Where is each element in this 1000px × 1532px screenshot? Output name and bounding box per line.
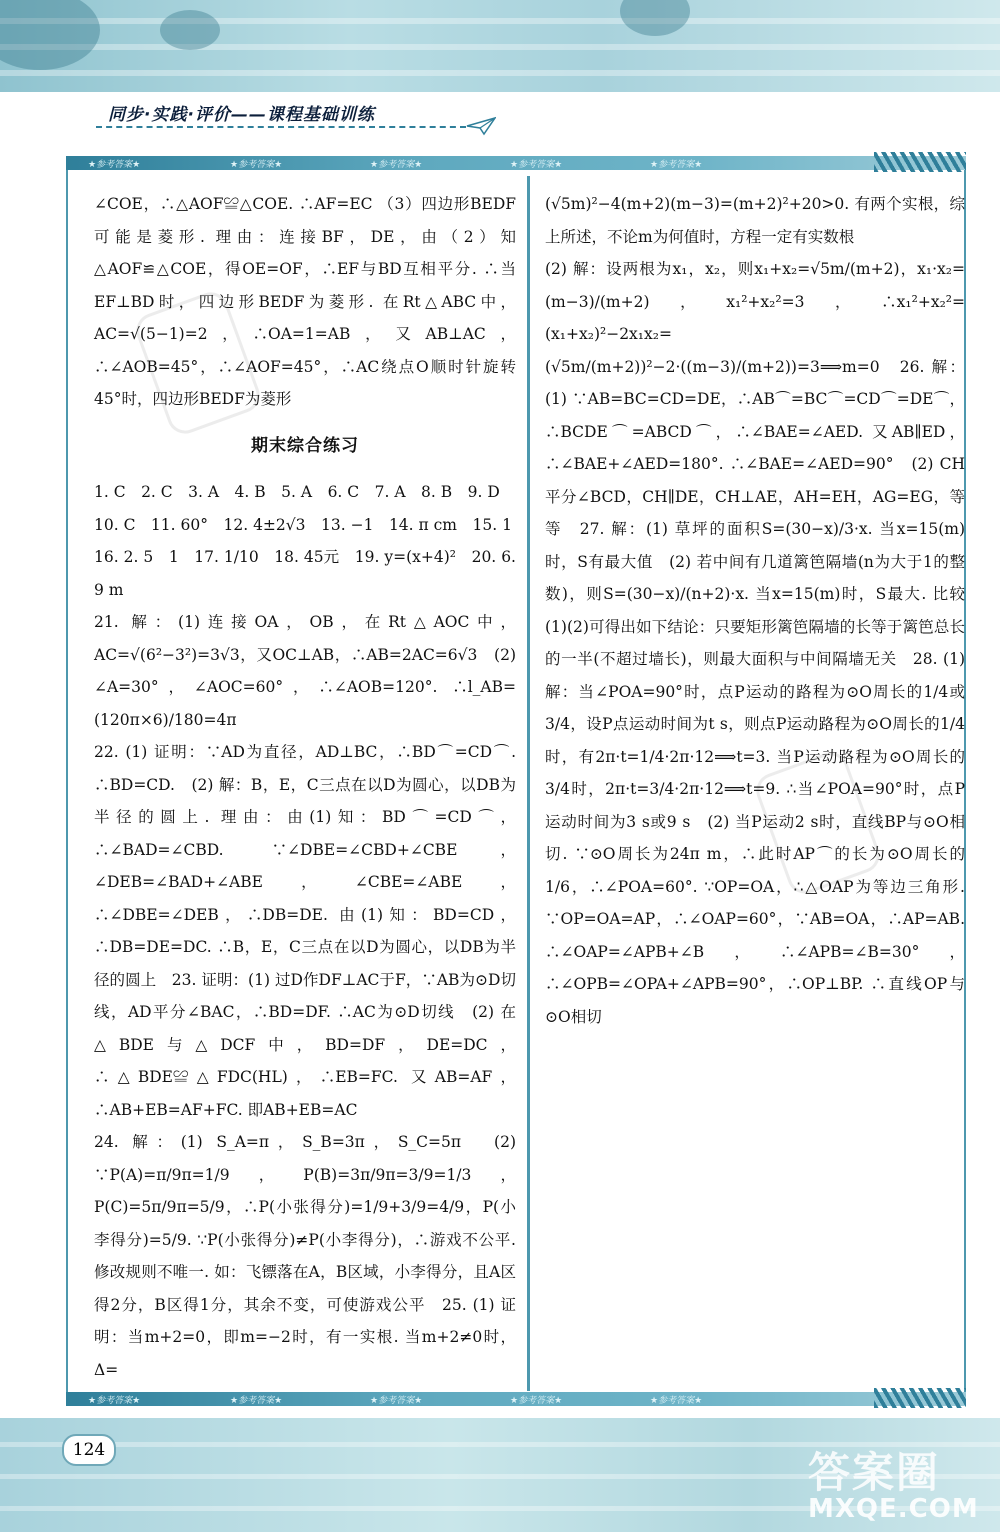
answer-paragraph: 22. (1) 证明：∵AD为直径，AD⊥BC，∴BD⌒=CD⌒. ∴BD=CD. (2) 解：B，E，C三点在以D为圆心，以DB为半径的圆上. 理由：由(1)知：BD⌒=CD⌒，∴∠BAD=∠CBD. ∵∠DBE=∠CBD+∠CBE，∠DEB=∠BAD+∠ABE，∠CBE=∠ABE，∴∠DBE=∠DEB，∴DB=DE. 由(1)知：BD=CD，∴DB=DE=DC. ∴B，E，C三点在以D为圆心，以DB为半径的圆上 23. 证明：(1) 过D作DF⊥AC于F，∵AB为⊙D切线，AD平分∠BAC，∴BD=DF. ∴AC为⊙D切线 (2) 在△BDE与△DCF中，BD=DF，DE=DC，∴△BDE≌△FDC(HL)，∴EB=FC. 又AB=AF，∴AB+EB=AF+FC. 即AB+EB=AC: [94, 743, 516, 1119]
header-title: 同步·实践·评价——课程基础训练: [108, 105, 375, 125]
answer-paragraph: 24. 解：(1) S_A=π，S_B=3π，S_C=5π (2) ∵P(A)=π/9π=1/9，P(B)=3π/9π=3/9=1/3，P(C)=5π/9π=5/9，∴P(小张得分)=1/9+3/9=4/9，P(小李得分)=5/9. ∵P(小张得分)≠P(小李得分)，∴游戏不公平. 修改规则不唯一. 如：飞镖落在A，B区域，小李得分，且A区得2分，B区得1分，其余不变，可使游戏公平 25. (1) 证明：当m+2=0，即m=−2时，有一实根. 当m+2≠0时，Δ=: [94, 1133, 516, 1379]
paper-plane-icon: [466, 116, 496, 136]
right-column: [545, 188, 965, 1033]
frame-tag: ★参考答案★: [230, 1396, 283, 1406]
column-divider: [527, 176, 530, 1391]
watermark-logo-text: 答案圈: [808, 1448, 941, 1497]
answer-paragraph: 21. 解：(1)连接OA，OB，在Rt△AOC中，AC=√(6²−3²)=3√3，又OC⊥AB，∴AB=2AC=6√3 (2) ∠A=30°，∠AOC=60°，∴∠AOB=120°. ∴l_AB=(120π×6)/180=4π: [94, 613, 516, 729]
header-rule: [96, 126, 466, 128]
page-number: 124: [62, 1434, 116, 1466]
frame-tag: ★参考答案★: [88, 160, 141, 170]
frame-bottom-bar: [66, 1392, 966, 1406]
frame-tag: ★参考答案★: [510, 1396, 563, 1406]
frame-tag: ★参考答案★: [88, 1396, 141, 1406]
frame-top-bar: [66, 156, 966, 170]
answer-line: 10. C 11. 60° 12. 4±2√3 13. −1 14. π cm 15. 1: [94, 515, 512, 534]
frame-tag: ★参考答案★: [370, 1396, 423, 1406]
watermark-url: MXQE.COM: [808, 1494, 979, 1524]
frame-tag: ★参考答案★: [650, 1396, 703, 1406]
frame-tag: ★参考答案★: [370, 160, 423, 170]
frame-tag: ★参考答案★: [650, 160, 703, 170]
frame-tag: ★参考答案★: [230, 160, 283, 170]
answer-line: 16. 2. 5 1 17. 1/10 18. 45元 19. y=(x+4)² 20. 6. 9 m: [94, 548, 516, 599]
frame-hatch: [874, 1388, 966, 1408]
answer-paragraph: (2) 解：设两根为x₁，x₂，则x₁+x₂=√5m/(m+2)，x₁·x₂=(m−3)/(m+2)，x₁²+x₂²=3，∴x₁²+x₂²=(x₁+x₂)²−2x₁x₂=(√5m/(m+2))²−2·((m−3)/(m+2))=3⟹m=0 26. 解：(1) ∵AB=BC=CD=DE，∴AB⌒=BC⌒=CD⌒=DE⌒，∴BCDE⌒=ABCD⌒，∴∠BAE=∠AED. 又AB∥ED，∴∠BAE+∠AED=180°. ∴∠BAE=∠AED=90° (2) CH平分∠BCD，CH∥DE，CH⊥AE，AH=EH，AG=EG，等等 27. 解：(1) 草坪的面积S=(30−x)/3·x. 当x=15(m)时，S有最大值 (2) 若中间有几道篱笆隔墙(n为大于1的整数)，则S=(30−x)/(n+2)·x. 当x=15(m)时，S最大. 比较(1)(2)可得出如下结论：只要矩形篱笆隔墙的长等于篱笆总长的一半(不超过墙长)，则最大面积与中间隔墙无关 28. (1) 解：当∠POA=90°时，点P运动的路程为⊙O周长的1/4或3/4，设P点运动时间为t s，则点P运动路程为⊙O周长的1/4时，有2π·t=1/4·2π·12⟹t=3. 当P运动路程为⊙O周长的3/4时，2π·t=3/4·2π·12⟹t=9. ∴当∠POA=90°时，点P运动时间为3 s或9 s (2) 当P运动2 s时，直线BP与⊙O相切. ∵⊙O周长为24π m，∴此时AP⌒的长为⊙O周长的1/6，∴∠POA=60°. ∵OP=OA，∴△OAP为等边三角形. ∵OP=OA=AP，∴∠OAP=60°，∵AB=OA，∴AP=AB. ∴∠OAP=∠APB+∠B，∴∠APB=∠B=30°，∴∠OPB=∠OPA+∠APB=90°，∴OP⊥BP. ∴直线OP与⊙O相切: [545, 260, 965, 1026]
answer-line: 1. C 2. C 3. A 4. B 5. A 6. C 7. A 8. B 9. D: [94, 483, 500, 501]
top-decorative-banner: [0, 0, 1000, 92]
frame-left-border: [66, 170, 68, 1392]
answer-paragraph: ∠COE，∴△AOF≌△COE. ∴AF=EC （3）四边形BEDF可能是菱形. 理由：连接BF，DE，由（2）知△AOF≌△COE，得OE=OF，∴EF与BD互相平分. ∴当EF⊥BD时，四边形BEDF为菱形. 在Rt△ABC中，AC=√(5−1)=2，∴OA=1=AB，又AB⊥AC，∴∠AOB=45°，∴∠AOF=45°，∴AC绕点O顺时针旋转45°时，四边形BEDF为菱形: [94, 195, 516, 408]
frame-hatch: [874, 152, 966, 172]
left-column: [94, 188, 516, 1386]
section-title: 期末综合练习: [251, 435, 359, 456]
frame-tag: ★参考答案★: [510, 160, 563, 170]
answer-paragraph: (√5m)²−4(m+2)(m−3)=(m+2)²+20>0. 有两个实根，综上所述，不论m为何值时，方程一定有实数根: [545, 195, 965, 246]
